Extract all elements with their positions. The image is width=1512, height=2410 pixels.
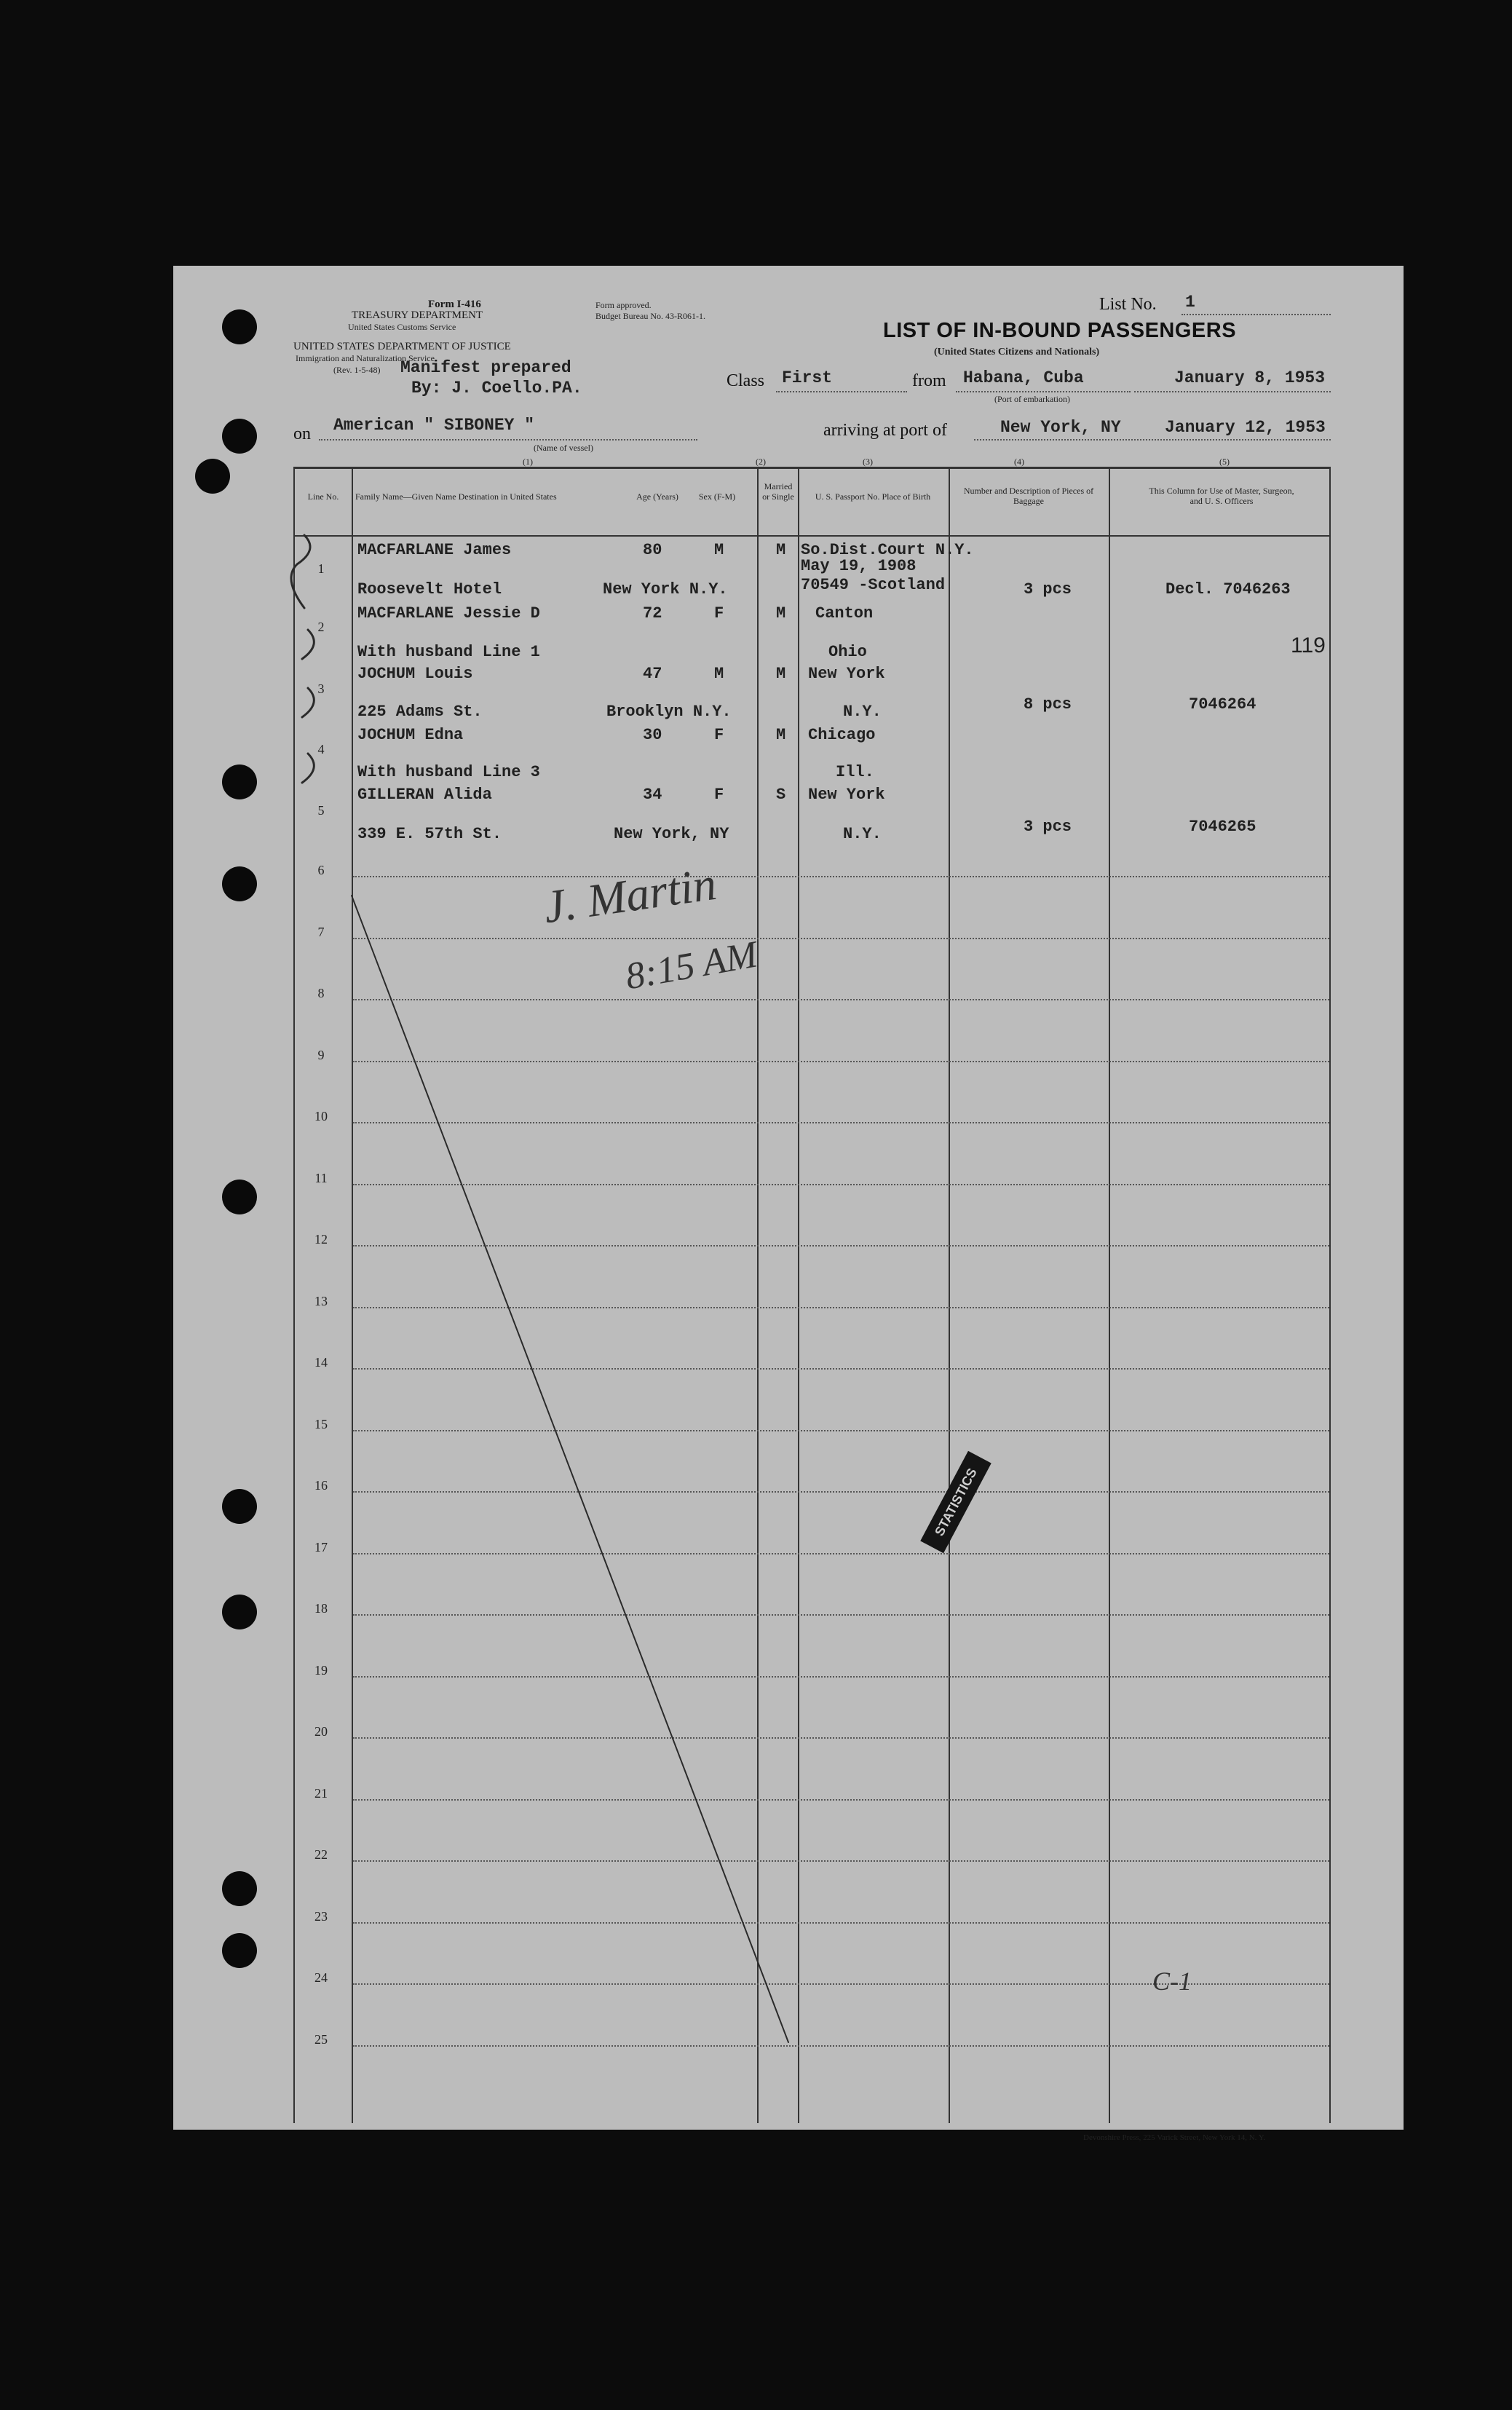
binder-hole [222, 765, 257, 799]
statistics-stamp: STATISTICS [920, 1451, 991, 1554]
r3-destination: 225 Adams St. [357, 703, 483, 721]
handwritten-note: C-1 [1152, 1967, 1192, 1996]
r1-passport-date: May 19, 1908 [801, 557, 917, 575]
r3-baggage: 8 pcs [1024, 695, 1072, 714]
form-number: Form I-416 [428, 299, 481, 310]
port-embarkation-label: (Port of embarkation) [994, 394, 1070, 404]
line-number: 10 [314, 1109, 328, 1123]
col-header-married: Married or Single [762, 481, 794, 502]
line-number: 6 [317, 863, 325, 877]
check-mark-4 [302, 754, 314, 783]
document-title: LIST OF IN-BOUND PASSENGERS [883, 319, 1237, 342]
line-number: 4 [317, 742, 325, 756]
line-number: 20 [314, 1724, 328, 1739]
r5-name: GILLERAN Alida [357, 786, 492, 804]
line-number: 9 [317, 1047, 325, 1062]
binder-hole [222, 1871, 257, 1906]
arrival-port: New York, NY [1000, 418, 1121, 437]
r1-birthplace: 70549 -Scotland [801, 576, 946, 594]
line-number: 19 [314, 1662, 328, 1678]
col-header-passport: U. S. Passport No. Place of Birth [815, 491, 931, 502]
col-header-officers: This Column for Use of Master, Surgeon, and U. S. Officers [1149, 486, 1294, 506]
prepared-by: By: J. Coello.PA. [411, 379, 582, 398]
class-label: Class [727, 371, 765, 390]
r2-name: MACFARLANE Jessie D [357, 604, 540, 623]
r3-name: JOCHUM Louis [357, 665, 473, 683]
form-approved: Form approved. [595, 300, 652, 310]
handwriting-overlay [173, 266, 1404, 2130]
line-number: 12 [314, 1232, 328, 1247]
col-header-age: Age (Years) [636, 491, 678, 502]
departure-date: January 8, 1953 [1174, 368, 1326, 387]
r4-passport: Chicago [808, 726, 876, 744]
r5-officers: 7046265 [1189, 818, 1256, 836]
binder-hole [195, 459, 230, 494]
colnum-2: (2) [756, 457, 766, 467]
col-header-sex: Sex (F-M) [698, 491, 736, 502]
r2-destination: With husband Line 1 [357, 643, 540, 661]
line-number: 16 [314, 1478, 328, 1493]
colnum-1: (1) [523, 457, 533, 467]
colnum-5: (5) [1219, 457, 1230, 467]
line-number: 13 [314, 1293, 328, 1308]
line-number: 2 [317, 620, 325, 634]
r4-name: JOCHUM Edna [357, 726, 464, 744]
binder-hole [222, 309, 257, 344]
document-subtitle: (United States Citizens and Nationals) [934, 347, 1100, 357]
signature-time: 8:15 AM [622, 933, 761, 998]
binder-hole [222, 1933, 257, 1968]
r4-destination: With husband Line 3 [357, 763, 540, 781]
line-number: 11 [314, 1170, 328, 1185]
cancel-diagonal-line [352, 896, 788, 2042]
r3-sex: M [714, 665, 724, 683]
line-number: 24 [314, 1970, 328, 1985]
r3-passport: New York [808, 665, 885, 683]
r2-age: 72 [643, 604, 662, 623]
r1-destination: Roosevelt Hotel [357, 580, 502, 598]
r1-baggage: 3 pcs [1024, 580, 1072, 598]
r5-baggage: 3 pcs [1024, 818, 1072, 836]
line-number: 17 [314, 1539, 328, 1554]
r5-city: New York, NY [614, 825, 729, 843]
check-mark-1 [291, 535, 310, 608]
r3-age: 47 [643, 665, 662, 683]
r4-sex: F [714, 726, 724, 744]
col-header-baggage: Number and Description of Pieces of Baggage [963, 486, 1094, 506]
col-header-line: Line No. [307, 491, 339, 502]
binder-hole [222, 1595, 257, 1629]
colnum-3: (3) [863, 457, 873, 467]
printer-footer: Devonshire Press, 225 Varick Street, New York 14, N. Y. [1083, 2133, 1266, 2142]
r1-age: 80 [643, 541, 662, 559]
binder-hole [222, 866, 257, 901]
line-number: 14 [314, 1355, 328, 1370]
line-number: 5 [317, 803, 325, 818]
dept-treasury-sub: United States Customs Service [348, 322, 456, 332]
class-value: First [782, 368, 833, 387]
r5-married: S [776, 786, 786, 804]
r2-officers-note: 119 [1291, 633, 1326, 657]
r5-passport: New York [808, 786, 885, 804]
line-number: 25 [314, 2031, 328, 2047]
line-number: 3 [317, 681, 325, 696]
from-value: Habana, Cuba [963, 368, 1084, 387]
r1-sex: M [714, 541, 724, 559]
r3-city: Brooklyn N.Y. [606, 703, 732, 721]
r1-name: MACFARLANE James [357, 541, 512, 559]
manifest-page [173, 266, 1404, 2142]
from-label: from [912, 371, 946, 390]
budget-bureau: Budget Bureau No. 43-R061-1. [595, 311, 705, 321]
colnum-4: (4) [1014, 457, 1024, 467]
r2-passport: Canton [815, 604, 874, 623]
list-no-label: List No. [1099, 295, 1157, 314]
check-mark-2 [302, 630, 314, 659]
form-revision: (Rev. 1-5-48) [333, 365, 381, 375]
dept-justice-sub: Immigration and Naturalization Service [296, 353, 435, 363]
r1-officers: Decl. 7046263 [1165, 580, 1291, 598]
binder-hole [222, 1489, 257, 1524]
list-no-value: 1 [1185, 293, 1195, 312]
r3-officers: 7046264 [1189, 695, 1256, 714]
dept-treasury: TREASURY DEPARTMENT [352, 309, 483, 321]
dept-justice: UNITED STATES DEPARTMENT OF JUSTICE [293, 341, 511, 352]
r4-birthplace: Ill. [836, 763, 874, 781]
arriving-label: arriving at port of [823, 421, 947, 440]
r4-married: M [776, 726, 786, 744]
manifest-prepared: Manifest prepared [400, 358, 571, 377]
line-number: 8 [317, 986, 325, 1000]
r2-birthplace: Ohio [828, 643, 867, 661]
r5-birthplace: N.Y. [843, 825, 882, 843]
line-number: 1 [317, 561, 325, 576]
line-number: 21 [314, 1785, 328, 1801]
check-mark-3 [302, 688, 314, 717]
r5-age: 34 [643, 786, 662, 804]
col-header-name: Family Name—Given Name Destination in United States [355, 491, 557, 502]
signature-1: J. Martin [540, 857, 720, 933]
r1-passport: So.Dist.Court N.Y. [801, 541, 974, 559]
r4-age: 30 [643, 726, 662, 744]
r5-sex: F [714, 786, 724, 804]
on-label: on [293, 424, 311, 443]
r5-destination: 339 E. 57th St. [357, 825, 502, 843]
line-number: 7 [317, 924, 325, 939]
line-number: 15 [314, 1416, 328, 1431]
binder-hole [222, 419, 257, 454]
r1-city: New York N.Y. [603, 580, 728, 598]
r3-married: M [776, 665, 786, 683]
line-number: 18 [314, 1601, 328, 1616]
binder-hole [222, 1180, 257, 1214]
line-number: 23 [314, 1908, 328, 1924]
r2-sex: F [714, 604, 724, 623]
vessel-name: American " SIBONEY " [333, 416, 535, 435]
line-number: 22 [314, 1847, 328, 1862]
arrival-date: January 12, 1953 [1165, 418, 1326, 437]
r1-married: M [776, 541, 786, 559]
r3-birthplace: N.Y. [843, 703, 882, 721]
vessel-name-label: (Name of vessel) [534, 443, 593, 453]
r2-married: M [776, 604, 786, 623]
